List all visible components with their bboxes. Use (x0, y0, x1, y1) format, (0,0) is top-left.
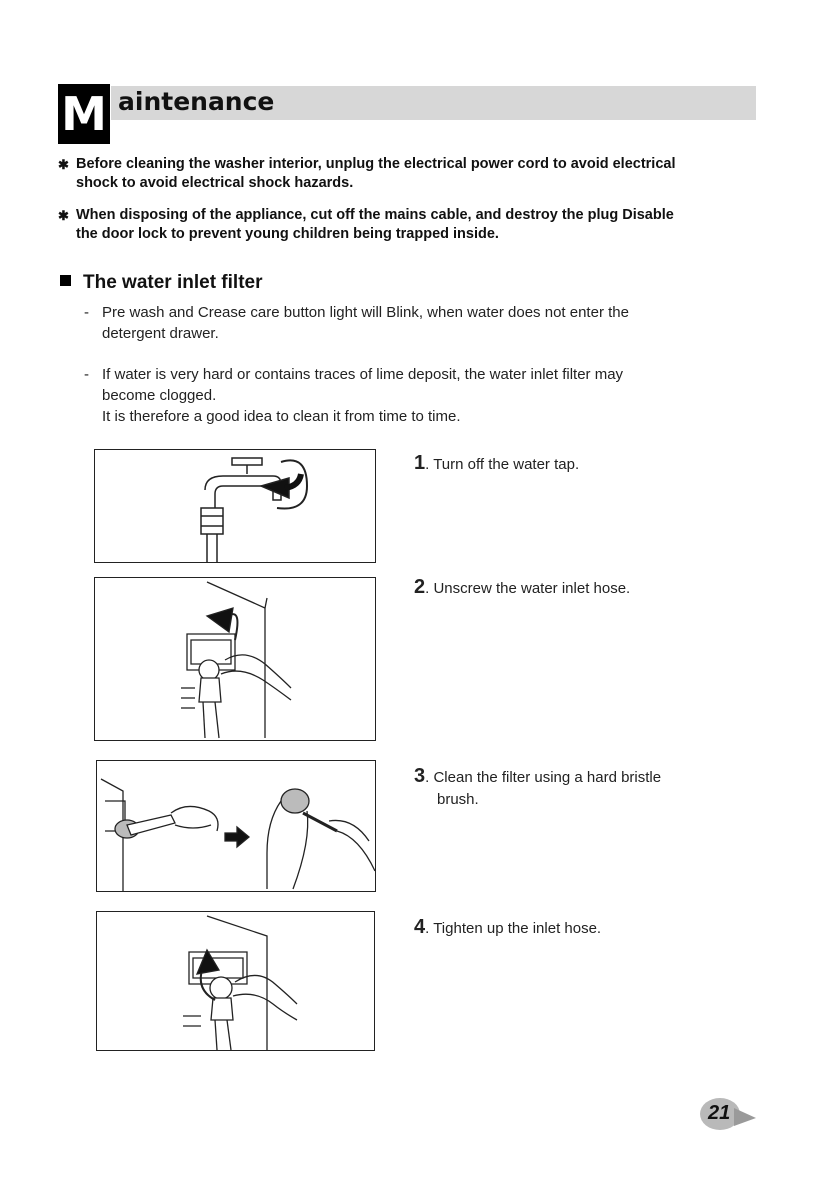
unscrew-hose-illustration (94, 577, 376, 741)
tap-illustration (94, 449, 376, 563)
tighten-hose-illustration (96, 911, 375, 1051)
note-line: Before cleaning the washer interior, unplug the electrical power cord to avoid electrical (76, 156, 676, 172)
asterisk-icon: ✱ (58, 157, 69, 172)
step-number: 2 (414, 576, 426, 598)
paragraph-line: It is therefore a good idea to clean it from time to time. (102, 408, 461, 425)
warning-note-1 (58, 155, 768, 193)
step-4: 4. Tighten up the inlet hose. (414, 916, 602, 938)
step-text-continued: brush. (437, 791, 479, 808)
step-text: Clean the filter using a hard bristle (433, 769, 662, 786)
step-number: 3 (414, 765, 426, 787)
paragraph-line: Pre wash and Crease care button light will Blink, when water does not enter the (102, 304, 629, 321)
square-bullet-icon (60, 275, 71, 286)
page-header (58, 84, 756, 144)
section-title (60, 270, 262, 296)
asterisk-icon: ✱ (58, 208, 69, 223)
step-1: 1. Turn off the water tap. (414, 452, 580, 474)
step-text: Unscrew the water inlet hose. (433, 580, 631, 597)
page-number-badge (698, 1096, 758, 1132)
step-text: Turn off the water tap. (433, 456, 580, 473)
info-paragraph-1 (84, 302, 764, 344)
step-number: 1 (414, 452, 426, 474)
dash-bullet: - (84, 366, 89, 383)
info-paragraph-2 (84, 364, 764, 427)
header-initial: M (58, 84, 110, 144)
step-text: Tighten up the inlet hose. (433, 920, 602, 937)
section-title-text: The water inlet filter (83, 272, 263, 293)
header-title: aintenance (118, 87, 275, 116)
page-number: 21 (708, 1102, 731, 1124)
paragraph-line: detergent drawer. (102, 325, 219, 342)
warning-note-2 (58, 206, 768, 244)
note-line: When disposing of the appliance, cut off the mains cable, and destroy the plug Disable (76, 207, 674, 223)
step-number: 4 (414, 916, 426, 938)
paragraph-line: become clogged. (102, 387, 217, 404)
paragraph-line: If water is very hard or contains traces of lime deposit, the water inlet filter may (102, 366, 624, 383)
note-line: shock to avoid electrical shock hazards. (76, 175, 354, 191)
clean-filter-illustration (96, 760, 376, 892)
step-3: 3. Clean the filter using a hard bristle brush. (414, 765, 744, 811)
step-2: 2. Unscrew the water inlet hose. (414, 576, 631, 598)
dash-bullet: - (84, 304, 89, 321)
note-line: the door lock to prevent young children being trapped inside. (76, 226, 499, 242)
